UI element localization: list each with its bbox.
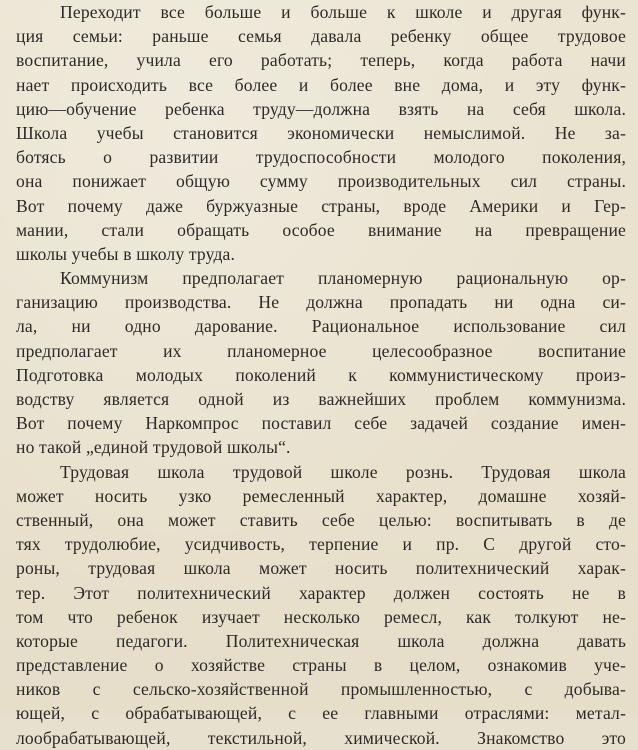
text-line: но такой „единой трудовой школы“.: [16, 437, 291, 458]
text-line: водству является одной из важнейших проблем коммунизма.: [16, 389, 626, 409]
text-line: тях трудолюбие, усидчивость, терпение и пр. С другой сто-: [16, 534, 626, 555]
text-line: ция семьи: раньше семья давала ребенку общее трудовое: [16, 26, 626, 47]
text-line: мании, стали обращать особое внимание на превращение: [16, 219, 626, 240]
text-line: ющей, с обрабатывающей, с ее главными отраслями: метал-: [16, 703, 626, 724]
text-line: тер. Этот политехнический характер должен состоять не в: [16, 582, 626, 603]
text-line: Коммунизм предполагает планомерную рациональную ор-: [60, 268, 626, 289]
text-line: воспитание, учила его работать; теперь, когда работа начи: [16, 50, 626, 71]
text-line: она понижает общую сумму производительных сил страны.: [16, 171, 626, 192]
text-line: лообрабатывающей, текстильной, химической. Знакомство это: [16, 727, 626, 748]
text-line: Вот почему Наркомпрос поставил себе задачей создание имен-: [16, 413, 626, 434]
text-line: Подготовка молодых поколений к коммунистическому произ-: [16, 364, 626, 385]
text-line: предполагает их планомерное целесообразное воспитание: [16, 340, 626, 361]
text-line: которые педагоги. Политехническая школа должна давать: [16, 630, 626, 651]
text-line: нает происходить все более и более вне дома, и эту функ-: [16, 74, 626, 95]
text-line: Переходит все больше и больше к школе и другая функ-: [60, 2, 626, 22]
text-line: Вот почему даже буржуазные страны, вроде Америки и Гер-: [16, 195, 626, 216]
text-line: ботясь о развитии трудоспособности молодого поколения,: [16, 147, 626, 168]
text-line: ганизацию производства. Не должна пропадать ни одна си-: [16, 292, 626, 313]
text-line: ственный, она может ставить себе целью: воспитывать в де: [16, 509, 626, 530]
text-line: школы учебы в школу труда.: [16, 243, 236, 264]
book-page-text: [16, 0, 626, 750]
text-line: цию—обучение ребенка труду—должна взять на себя школа.: [16, 98, 626, 119]
text-line: роны, трудовая школа может носить политехнический харак-: [16, 558, 626, 579]
text-line: представление о хозяйстве страны в целом, ознакомив уче-: [16, 655, 626, 676]
text-line: может носить узко ремесленный характер, домашне хозяй-: [16, 485, 626, 506]
text-line: Школа учебы становится экономически немыслимой. Не за-: [16, 122, 626, 143]
text-line: Трудовая школа трудовой школе рознь. Трудовая школа: [60, 461, 626, 482]
text-line: том что ребенок изучает несколько ремесл, как толкуют не-: [16, 606, 626, 627]
text-line: ла, ни одно дарование. Рациональное использование сил: [16, 316, 626, 337]
text-line: ников с сельско-хозяйственной промышленностью, с добыва-: [16, 679, 626, 700]
